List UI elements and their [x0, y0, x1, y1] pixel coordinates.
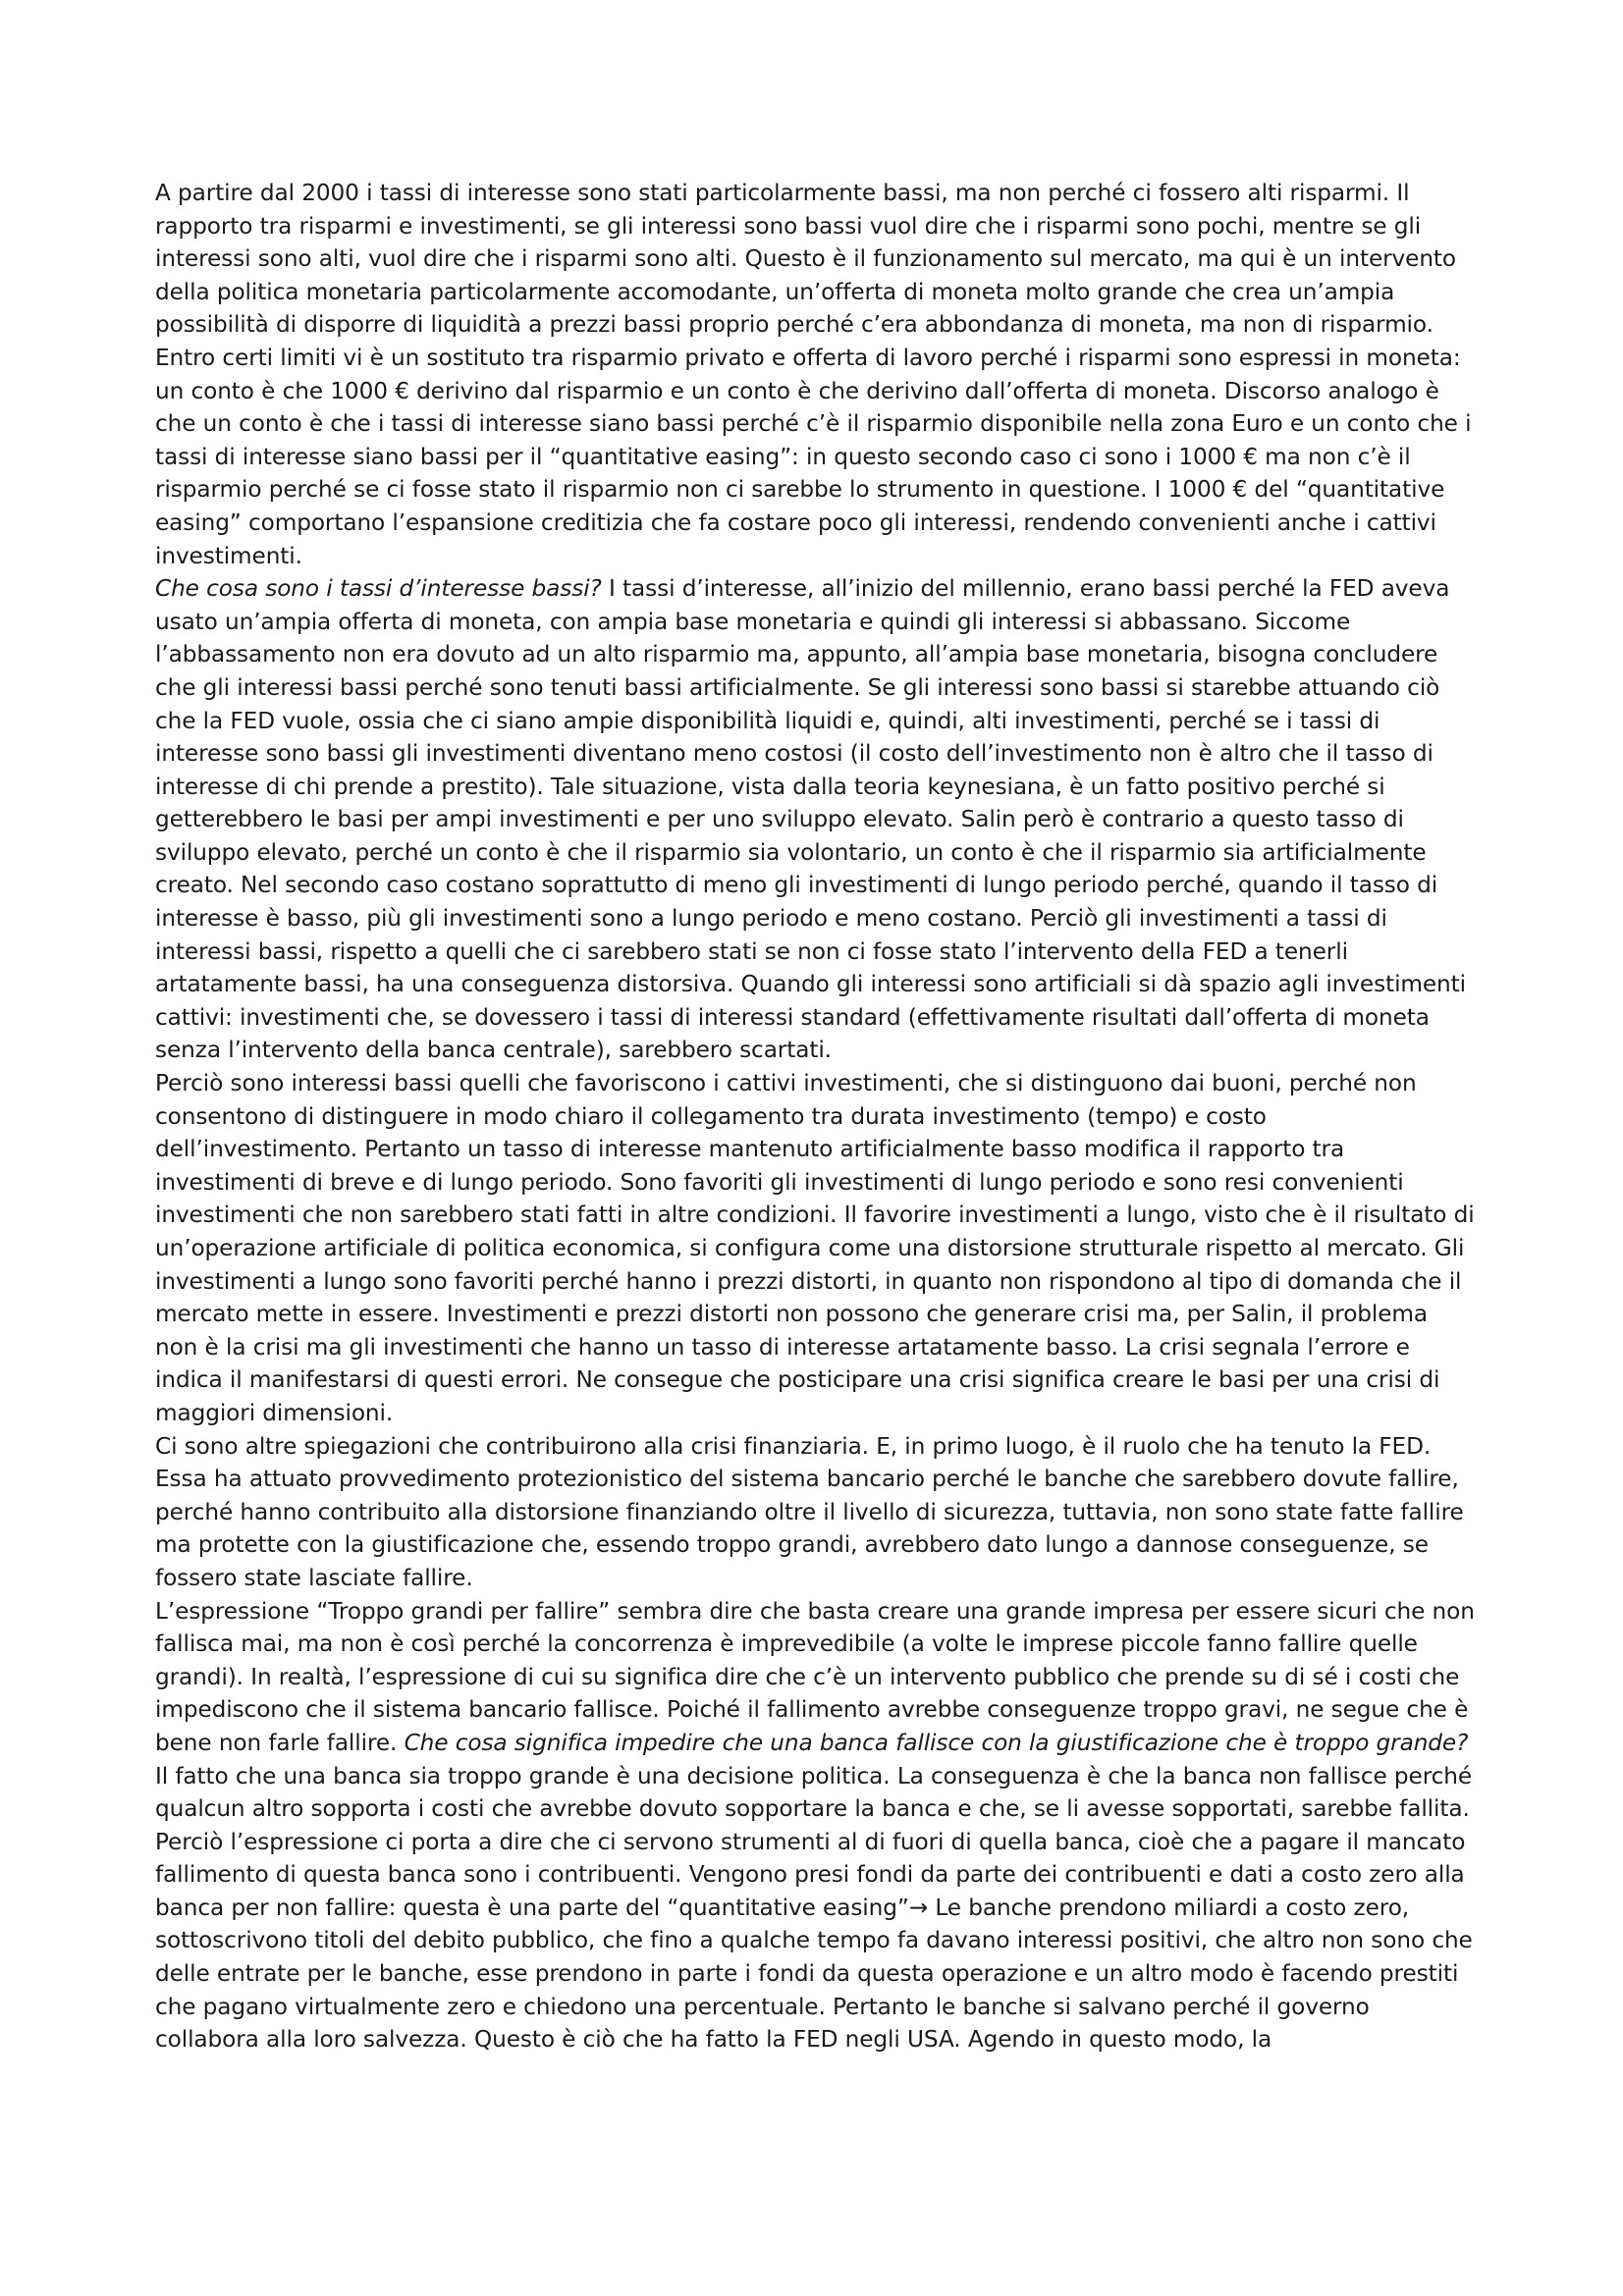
paragraph-text: Perciò sono interessi bassi quelli che favoriscono i cattivi investimenti, che si distinguono dai buoni, perché non consentono di distinguere in modo chiaro il collegamento tra durata investimento (tempo) e costo dell’investimento. Pertanto un tasso di interesse mantenuto artificialmente basso modifica il rapporto tra investimenti di breve e di lungo periodo. Sono favoriti gli investimenti di lungo periodo e sono resi convenienti investimenti che non sarebbero stati fatti in altre condizioni. Il favorire investimenti a lungo, visto che è il risultato di un’operazione artificiale di politica economica, si configura come una distorsione strutturale rispetto al mercato. Gli investimenti a lungo sono favoriti perché hanno i prezzi distorti, in quanto non rispondono al tipo di domanda che il mercato mette in essere. Investimenti e prezzi distorti non possono che generare crisi ma, per Salin, il problema non è la crisi ma gli investimenti che hanno un tasso di interesse artatamente basso. La crisi segnala l’errore e indica il manifestarsi di questi errori. Ne consegue che posticipare una crisi significa creare le basi per una crisi di maggiori dimensioni. [155, 1070, 1475, 1426]
paragraph-text: A partire dal 2000 i tassi di interesse sono stati particolarmente bassi, ma non perché ci fossero alti risparmi. Il rapporto tra risparmi e investimenti, se gli interessi sono bassi vuol dire che i risparmi sono pochi, mentre se gli interessi sono alti, vuol dire che i risparmi sono alti. Questo è il funzionamento sul mercato, ma qui è un intervento della politica monetaria particolarmente accomodante, un’offerta di moneta molto grande che crea un’ampia possibilità di disporre di liquidità a prezzi bassi proprio perché c’era abbondanza di moneta, ma non di risparmio. Entro certi limiti vi è un sostituto tra risparmio privato e offerta di lavoro perché i risparmi sono espressi in moneta: un conto è che 1000 € derivino dal risparmio e un conto è che derivino dall’offerta di moneta. Discorso analogo è che un conto è che i tassi di interesse siano bassi perché c’è il risparmio disponibile nella zona Euro e un conto che i tassi di interesse siano bassi per il “quantitative easing”: in questo secondo caso ci sono i 1000 € ma non c’è il risparmio perché se ci fosse stato il risparmio non ci sarebbe lo strumento in questione. I 1000 € del “quantitative easing” comportano l’espansione creditizia che fa costare poco gli interessi, rendendo convenienti anche i cattivi investimenti. [155, 180, 1472, 569]
italic-question: Che cosa significa impedire che una banca fallisce con la giustificazione che è troppo grande? [404, 1729, 1469, 1756]
paragraph-text: L’espressione “Troppo grandi per fallire” sembra dire che basta creare una grande impresa per essere sicuri che non fallisca mai, ma non è così perché la concorrenza è imprevedibile (a volte le imprese piccole fanno fallire quelle grandi). In realtà, l’espressione di cui su significa dire che c’è un intervento pubblico che prende su di sé i costi che impediscono che il sistema bancario fallisce. Poiché il fallimento avrebbe conseguenze troppo gravi, ne segue che è bene non farle fallire. [155, 1597, 1475, 1756]
paragraph-intro [155, 177, 1476, 572]
document-page [155, 177, 1476, 2056]
paragraph-bad-investments [155, 1067, 1476, 1430]
paragraph-text: Le banche prendono miliardi a costo zero, sottoscrivono titoli del debito pubblico, che fino a qualche tempo fa davano interessi positivi, che altro non sono che delle entrate per le banche, esse prendono in parte i fondi da questa operazione e un altro modo è facendo prestiti che pagano virtualmente zero e chiedono una percentuale. Pertanto le banche si salvano perché il governo collabora alla loro salvezza. Questo è ciò che ha fatto la FED negli USA. Agendo in questo modo, la [155, 1894, 1473, 2054]
arrow-right-icon: → [908, 1894, 929, 1921]
paragraph-text: I tassi d’interesse, all’inizio del millennio, erano bassi perché la FED aveva usato un’ampia offerta di moneta, con ampia base monetaria e quindi gli interessi si abbassano. Siccome l’abbassamento non era dovuto ad un alto risparmio ma, appunto, all’ampia base monetaria, bisogna concludere che gli interessi bassi perché sono tenuti bassi artificialmente. Se gli interessi sono bassi si starebbe attuando ciò che la FED vuole, ossia che ci siano ampie disponibilità liquidi e, quindi, alti investimenti, perché se i tassi di interesse sono bassi gli investimenti diventano meno costosi (il costo dell’investimento non è altro che il tasso di interesse di chi prende a prestito). Tale situazione, vista dalla teoria keynesiana, è un fatto positivo perché si getterebbero le basi per ampi investimenti e per uno sviluppo elevato. Salin però è contrario a questo tasso di sviluppo elevato, perché un conto è che il risparmio sia volontario, un conto è che il risparmio sia artificialmente creato. Nel secondo caso costano soprattutto di meno gli investimenti di lungo periodo perché, quando il tasso di interesse è basso, più gli investimenti sono a lungo periodo e meno costano. Perciò gli investimenti a tassi di interessi bassi, rispetto a quelli che ci sarebbero stati se non ci fosse stato l’intervento della FED a tenerli artatamente bassi, ha una conseguenza distorsiva. Quando gli interessi sono artificiali si dà spazio agli investimenti cattivi: investimenti che, se dovessero i tassi di interessi standard (effettivamente risultati dall’offerta di moneta senza l’intervento della banca centrale), sarebbero scartati. [155, 575, 1466, 1064]
paragraph-too-big-to-fail [155, 1595, 1476, 2056]
paragraph-low-rates [155, 572, 1476, 1067]
paragraph-text: Ci sono altre spiegazioni che contribuirono alla crisi finanziaria. E, in primo luogo, è il ruolo che ha tenuto la FED. Essa ha attuato provvedimento protezionistico del sistema bancario perché le banche che sarebbero dovute fallire, perché hanno contribuito alla distorsione finanziando oltre il livello di sicurezza, tuttavia, non sono state fatte fallire ma protette con la giustificazione che, essendo troppo grandi, avrebbero dato lungo a dannose conseguenze, se fossero state lasciate fallire. [155, 1432, 1464, 1591]
paragraph-fed-role [155, 1430, 1476, 1595]
italic-question: Che cosa sono i tassi d’interesse bassi? [155, 575, 602, 603]
paragraph-text: Il fatto che una banca sia troppo grande è una decisione politica. La conseguenza è che la banca non fallisce perché qualcun altro sopporta i costi che avrebbe dovuto sopportare la banca e che, se li avesse sopportati, sarebbe fallita. Perciò l’espressione ci porta a dire che ci servono strumenti al di fuori di quella banca, cioè che a pagare il mancato fallimento di questa banca sono i contribuenti. Vengono presi fondi da parte dei contribuenti e dati a costo zero alla banca per non fallire: questa è una parte del “quantitative easing” [155, 1762, 1473, 1921]
